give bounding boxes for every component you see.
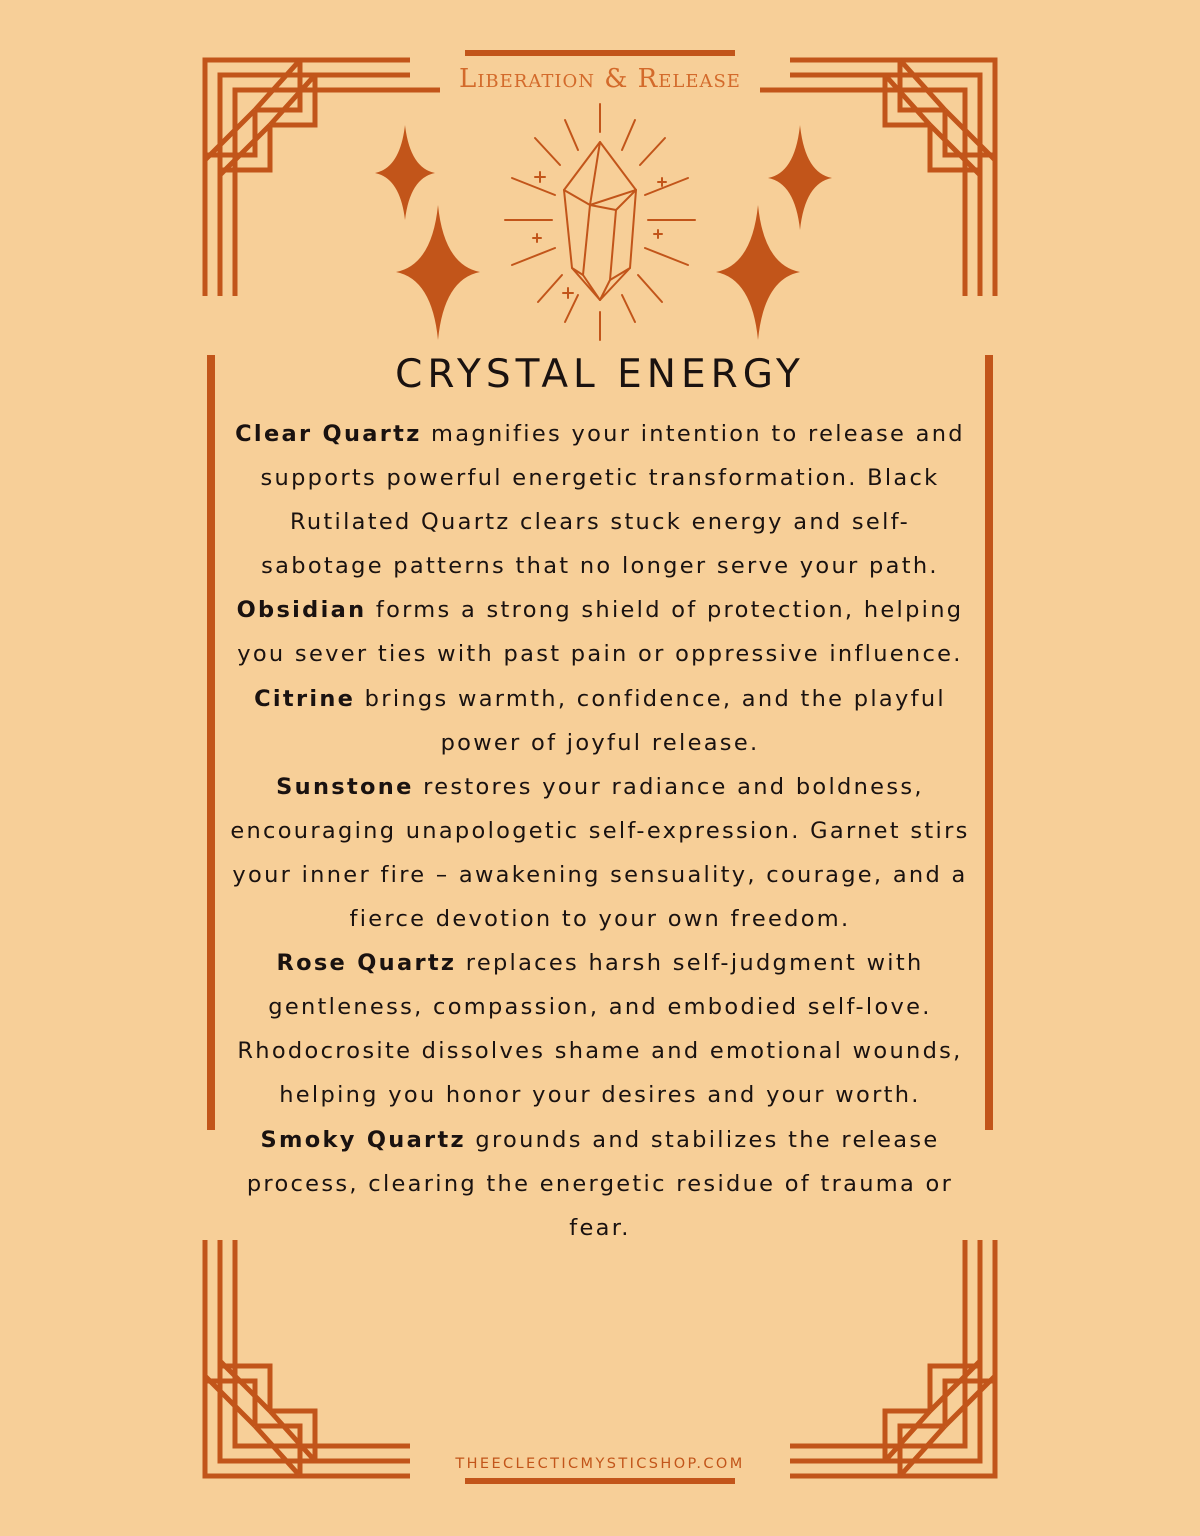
crystal-name: Sunstone [276,773,414,800]
crystal-description: forms a strong shield of protection, helping you sever ties with past pain or oppressive influence. [237,597,964,668]
website-footer: THEECLECTICMYSTICSHOP.COM [455,1456,745,1472]
crystal-name: Obsidian [236,597,367,624]
crystal-name: Citrine [254,685,356,712]
paragraph-smoky-quartz [230,1118,970,1250]
paragraph-citrine [230,677,970,765]
sparkle-star-icon [375,125,435,220]
header-subtitle: Liberation & Release [459,64,741,94]
paragraph-sunstone [230,765,970,941]
crystal-description: restores your radiance and boldness, encouraging unapologetic self-expression. Garnet stirs your inner fire – awakening sensuality, courage, and a fierce devotion to your own freedom. [230,773,970,933]
crystal-description: replaces harsh self-judgment with gentleness, compassion, and embodied self-love. Rhodocrosite dissolves shame and emotional wounds, helping you honor your desires and your worth. [237,950,963,1109]
page-title: CRYSTAL ENERGY [395,352,805,397]
paragraph-obsidian [230,588,970,676]
sparkle-star-icon [716,205,800,340]
paragraph-rose-quartz [230,941,970,1117]
crystal-descriptions [230,412,970,1250]
sparkle-star-icon [396,205,480,340]
crystal-icon [505,104,695,340]
crystal-name: Smoky Quartz [260,1126,466,1153]
crystal-name: Rose Quartz [276,950,457,977]
corner-bottom-left [205,1240,410,1476]
corner-top-left [205,60,410,296]
crystal-description: magnifies your intention to release and supports powerful energetic transformation. Black Rutilated Quartz clears stuck energy and self-sabotage patterns that no longer serve your path. [260,421,965,580]
crystal-name: Clear Quartz [235,421,422,447]
crystal-description: grounds and stabilizes the release process, clearing the energetic residue of trauma or fear. [246,1126,954,1241]
crystal-description: brings warmth, confidence, and the playful power of joyful release. [355,685,946,756]
sparkle-star-icon [768,125,832,230]
paragraph-clear-quartz [230,412,970,588]
corner-bottom-right [790,1240,995,1476]
